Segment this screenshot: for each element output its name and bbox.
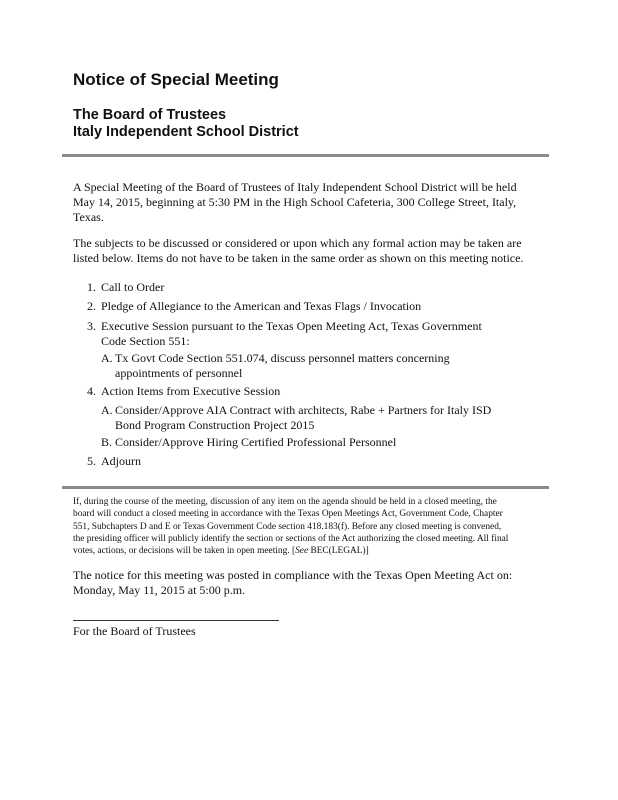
posting-date: Monday, May 11, 2015 at 5:00 p.m. xyxy=(73,583,246,597)
agenda-item-number: 3. xyxy=(87,319,96,333)
agenda-subitem-continuation: appointments of personnel xyxy=(115,366,243,380)
district-name: Italy Independent School District xyxy=(73,124,299,140)
footnote-line: If, during the course of the meeting, discussion of any item on the agenda should be held in a closed meeting, the xyxy=(73,497,497,507)
agenda-item-number: 2. xyxy=(87,299,96,313)
board-name: The Board of Trustees xyxy=(73,107,227,123)
agenda-item xyxy=(87,454,141,469)
signature-line xyxy=(73,620,279,621)
agenda-subitem-continuation: Bond Program Construction Project 2015 xyxy=(115,418,315,432)
footnote-reference: BEC(LEGAL)] xyxy=(308,546,369,557)
agenda-subitem-text: Consider/Approve AIA Contract with architects, Rabe + Partners for Italy ISD xyxy=(115,403,492,417)
subjects-line: The subjects to be discussed or considered or upon which any formal action may be taken are xyxy=(73,236,522,250)
agenda-item xyxy=(87,299,421,314)
agenda-item-text: Action Items from Executive Session xyxy=(101,384,281,398)
agenda-subitem xyxy=(101,403,491,433)
agenda-subitem-letter: A. xyxy=(101,351,113,365)
footnote-text: votes, actions, or decisions will be taken in open meeting. [ xyxy=(73,546,296,557)
agenda-subitem-letter: A. xyxy=(101,403,113,417)
agenda-item-text: Adjourn xyxy=(101,454,141,468)
notice-title: Notice of Special Meeting xyxy=(73,70,279,89)
agenda-subitem xyxy=(101,351,450,381)
footnote-line: 551, Subchapters D and E or Texas Government Code section 418.183(f). Before any closed meeting is convened, xyxy=(73,521,502,532)
subjects-line: listed below. Items do not have to be taken in the same order as shown on this meeting notice. xyxy=(73,251,524,265)
header-divider xyxy=(62,154,549,157)
footnote-divider xyxy=(62,486,549,489)
agenda-item-number: 1. xyxy=(87,280,96,294)
agenda-subitem xyxy=(101,435,396,450)
intro-line: Texas. xyxy=(73,210,104,224)
agenda-item xyxy=(87,280,164,295)
agenda-item xyxy=(87,384,280,399)
agenda-item-text: Executive Session pursuant to the Texas Open Meeting Act, Texas Government xyxy=(101,319,482,333)
posting-line: The notice for this meeting was posted in compliance with the Texas Open Meeting Act on: xyxy=(73,568,513,582)
agenda-subitem-text: Tx Govt Code Section 551.074, discuss personnel matters concerning xyxy=(115,351,450,365)
agenda-item-continuation: Code Section 551: xyxy=(101,334,190,348)
intro-paragraph xyxy=(73,180,543,225)
closed-meeting-footnote xyxy=(73,496,551,557)
footnote-see: See xyxy=(295,546,309,557)
intro-line: May 14, 2015, beginning at 5:30 PM in the High School Cafeteria, 300 College Street, Italy, xyxy=(73,195,517,209)
agenda-item-text: Pledge of Allegiance to the American and Texas Flags / Invocation xyxy=(101,299,422,313)
agenda-subitem-letter: B. xyxy=(101,435,113,449)
posting-statement xyxy=(73,568,543,598)
agenda-item-number: 4. xyxy=(87,384,96,398)
subjects-paragraph xyxy=(73,236,543,266)
footnote-line xyxy=(73,545,551,557)
intro-line: A Special Meeting of the Board of Trustees of Italy Independent School District will be held xyxy=(73,180,517,194)
agenda-item xyxy=(87,319,482,349)
agenda-subitem-text: Consider/Approve Hiring Certified Professional Personnel xyxy=(115,435,397,449)
agenda-item-number: 5. xyxy=(87,454,96,468)
footnote-line: the presiding officer will publicly identify the section or sections of the Act authorizing the closed meeting. All final xyxy=(73,533,509,544)
signature-label: For the Board of Trustees xyxy=(73,624,196,638)
footnote-line: board will conduct a closed meeting in accordance with the Texas Open Meetings Act, Government Code, Chapter xyxy=(73,509,503,520)
agenda-item-text: Call to Order xyxy=(101,280,165,294)
